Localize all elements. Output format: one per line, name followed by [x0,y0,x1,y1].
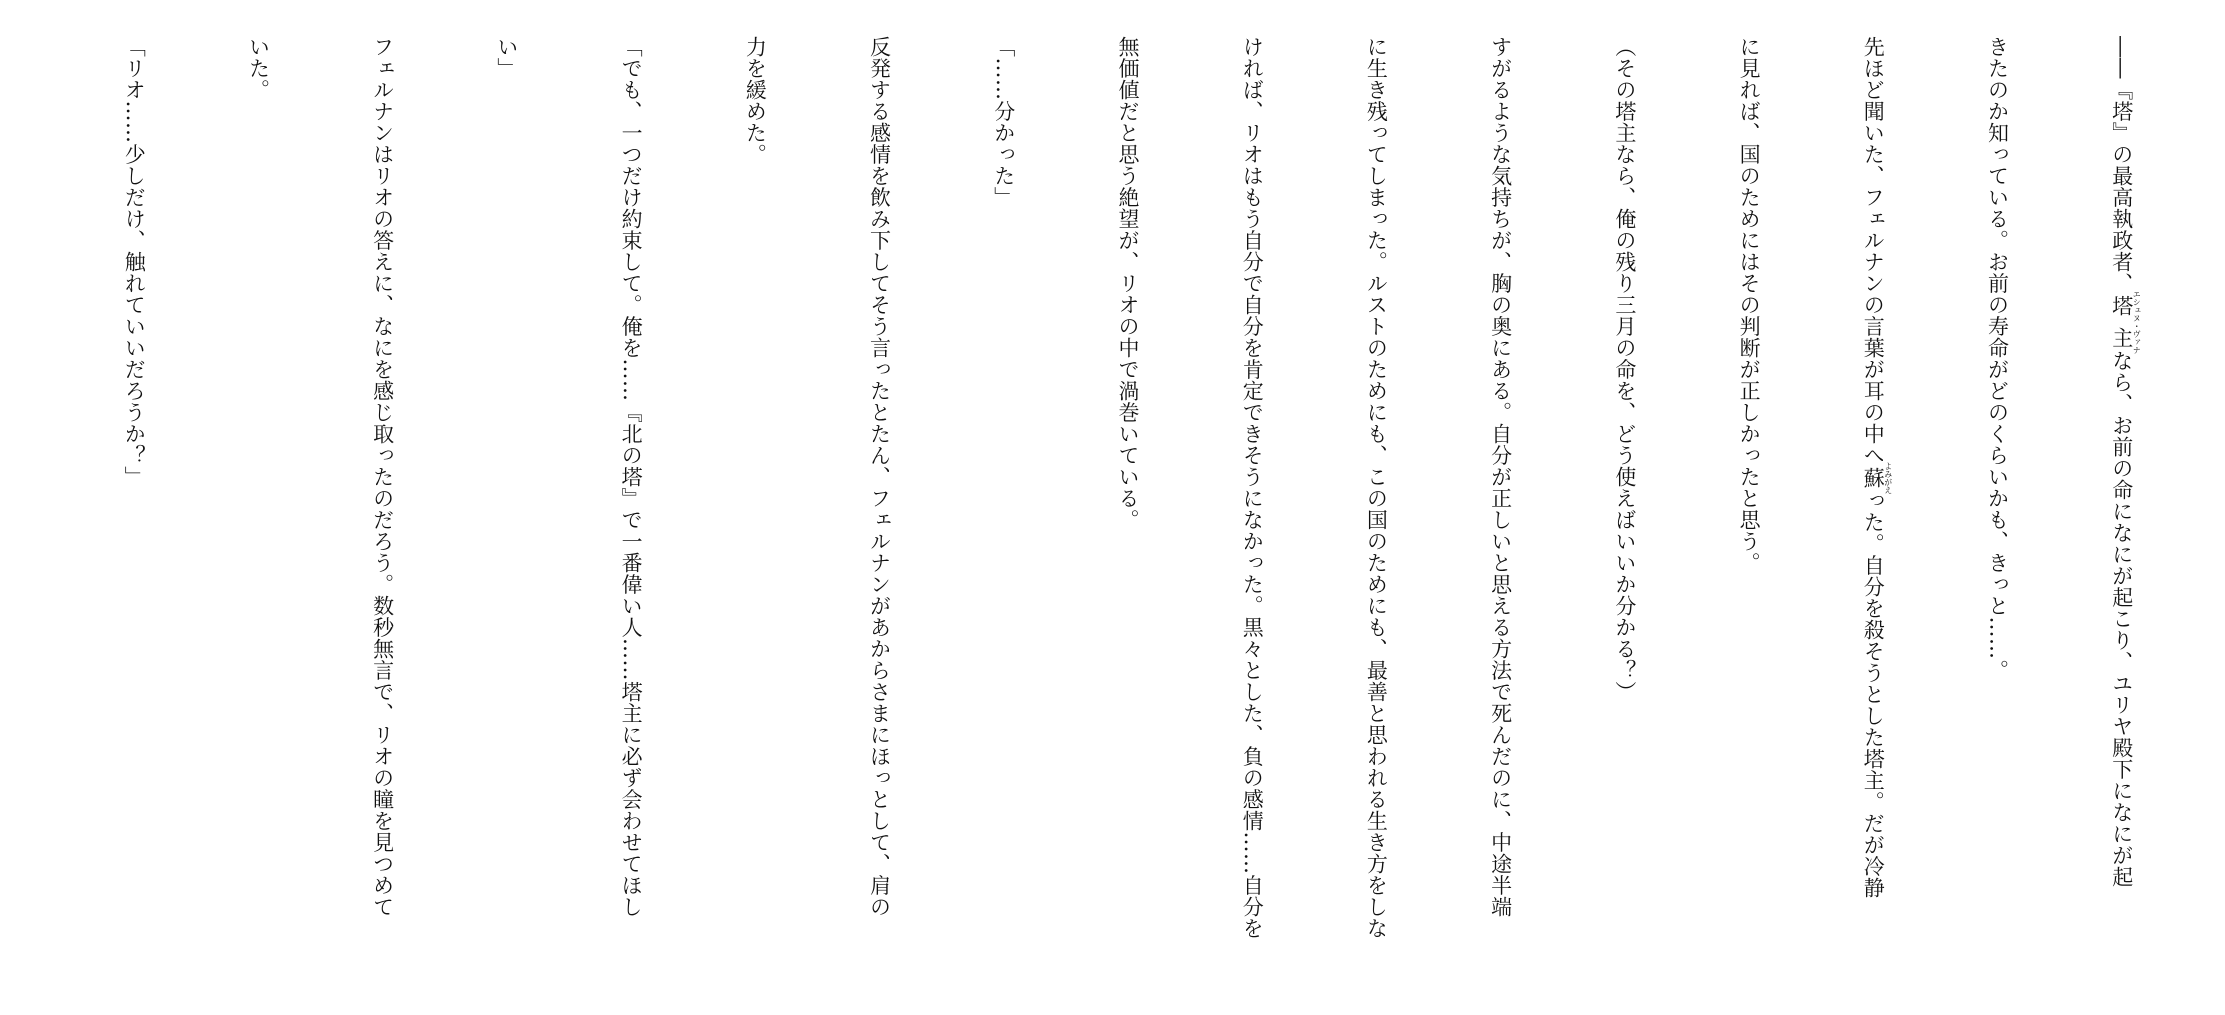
ruby-reading: エシュヌ・ヴァナ [2132,290,2142,354]
text-line-4: に見れば、国のためにはその判断が正しかったと思う。 [1737,36,1762,574]
text-line-5: （その塔主なら、俺の残り三月の命を、どう使えばいいか分かる？） [1612,36,1637,703]
vertical-text-body [30,36,2225,991]
text-line-15: フェルナンはリオの答えに、なにを感じ取ったのだろう。数秒無言で、リオの瞳を見つめて [370,36,395,918]
line-1-start: ――『塔』の最高執政者、 [2109,36,2134,294]
text-line-3 [1852,36,1893,991]
ruby-base: 蘇 [1861,462,1886,494]
text-line-11: 反発する感情を飲み下してそう言ったとたん、フェルナンがあからさまにほっとして、肩の [867,36,892,918]
line-3-start: 先ほど聞いた、フェルナンの言葉が耳の中へ [1861,36,1886,466]
text-line-6: すがるような気持ちが、胸の奥にある。自分が正しいと思える方法で死んだのに、中途半端 [1488,36,1513,918]
line-1-end: なら、お前の命になにが起こり、ユリヤ殿下になにが起 [2109,350,2134,888]
text-line-10: 「……分かった」 [991,36,1016,208]
text-line-9: 無価値だと思う絶望が、リオの中で渦巻いている。 [1115,36,1140,531]
text-line-7: に生き残ってしまった。ルストのためにも、この国のためにも、最善と思われる生き方をしな [1364,36,1389,939]
text-line-14: い」 [494,36,519,79]
text-line-1 [2100,36,2141,991]
ruby-base: 塔主 [2109,290,2134,354]
text-line-8: ければ、リオはもう自分で自分を肯定できそうになかった。黒々とした、負の感情……自分を [1240,36,1265,939]
text-line-13: 「でも、一つだけ約束して。俺を……『北の塔』で一番偉い人……塔主に必ず会わせてほし [619,36,644,918]
text-line-12: 力を緩めた。 [743,36,768,165]
text-line-2: きたのか知っている。お前の寿命がどのくらいかも、きっと……。 [1985,36,2010,681]
text-line-16: いた。 [246,36,271,101]
text-line-17: 「リオ……少しだけ、触れていいだろうか？」 [122,36,147,488]
line-3-end: った。自分を殺そうとした塔主。だが冷静 [1861,490,1886,899]
ruby-revive [1861,462,1893,494]
ruby-reading: よみがえ [1883,462,1893,494]
ruby-tower-master [2109,290,2142,354]
